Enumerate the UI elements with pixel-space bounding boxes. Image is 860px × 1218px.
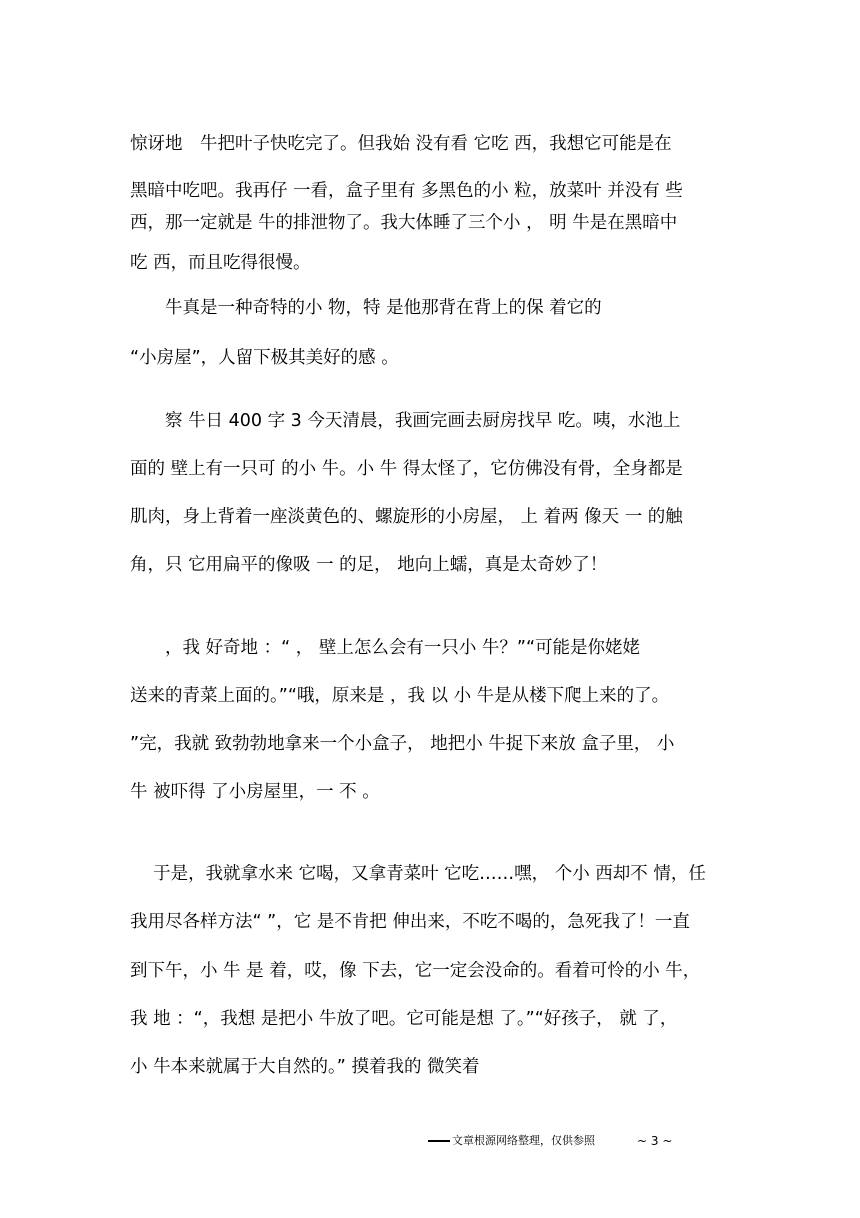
- text-line: 于是，我就拿水来 它喝，又拿青菜叶 它吃……嘿， 个小 西却不 情，任: [130, 864, 706, 884]
- text-line: 角，只 它用扁平的像吸 一 的足， 地向上蠕，真是太奇妙了！: [130, 555, 608, 575]
- text-line: 肌肉，身上背着一座淡黄色的、螺旋形的小房屋， 上 着两 像天 一 的触: [130, 507, 683, 527]
- text-line: 牛真是一种奇特的小 物，特 是他那背在背上的保 着它的: [130, 298, 602, 318]
- text-line: 我用尽各样方法“ ”，它 是不肯把 伸出来，不吃不喝的，急死我了！一直: [130, 912, 690, 932]
- footer-note: [428, 1134, 595, 1148]
- page-number: ~ 3 ~: [637, 1134, 673, 1148]
- text-line: 小 牛本来就属于大自然的。” 摸着我的 微笑着: [130, 1057, 480, 1077]
- text-line: ”完，我就 致勃勃地拿来一个小盒子， 地把小 牛捉下来放 盒子里， 小: [130, 734, 675, 754]
- footer-dash: [428, 1140, 450, 1142]
- text-line: 吃 西，而且吃得很慢。: [130, 253, 311, 273]
- text-line: 我 地 ：“，我想 是把小 牛放了吧。它可能是想 了。”“好孩子， 就 了，: [130, 1009, 678, 1029]
- text-line: 察 牛日 400 字 3 今天清晨，我画完画去厨房找早 吃。咦，水池上: [130, 411, 681, 431]
- text-line: 面的 壁上有一只可 的小 牛。小 牛 得太怪了，它仿佛没有骨，全身都是: [130, 459, 683, 479]
- text-line: “小房屋”，人留下极其美好的感 。: [130, 348, 399, 368]
- text-line: 黑暗中吃吧。我再仔 一看，盒子里有 多黑色的小 粒，放菜叶 并没有 些: [130, 181, 683, 201]
- text-line: 西，那一定就是 牛的排泄物了。我大体睡了三个小 ， 明 牛是在黑暗中: [130, 213, 678, 233]
- text-line: 送来的青菜上面的。”“哦，原来是 ，我 以 小 牛是从楼下爬上来的了。: [130, 686, 670, 706]
- text-line: 牛 被吓得 了小房屋里，一 不 。: [130, 782, 380, 802]
- footer-note-text: 文章根源网络整理，仅供参照: [452, 1134, 595, 1147]
- text-line: ，我 好奇地 ：“ ， 壁上怎么会有一只小 牛？”“可能是你姥姥: [130, 638, 641, 658]
- text-line: 到下午，小 牛 是 着，哎，像 下去，它一定会没命的。看着可怜的小 牛，: [130, 961, 701, 981]
- text-line: 惊讶地 牛把叶子快吃完了。但我始 没有看 它吃 西，我想它可能是在: [130, 134, 672, 154]
